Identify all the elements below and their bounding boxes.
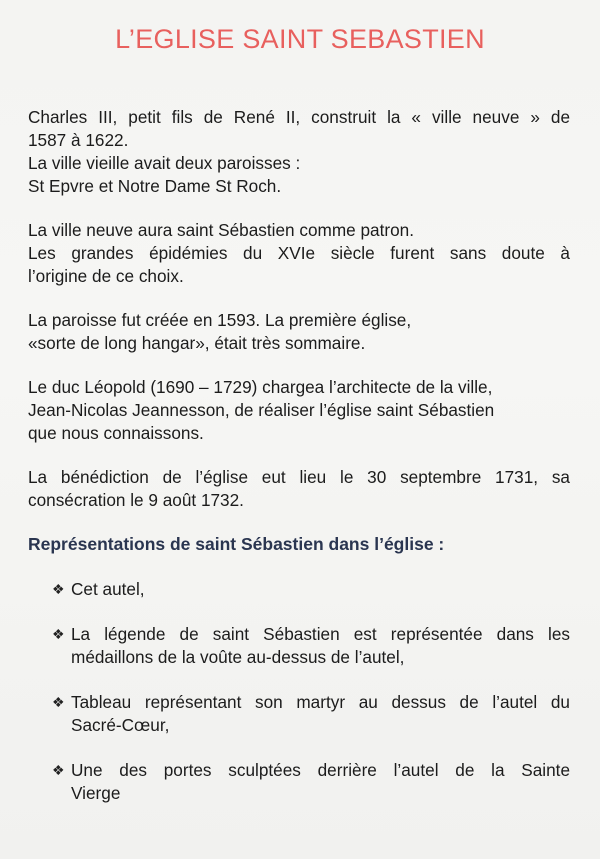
text-line: La légende de saint Sébastien est représentée dans les [71,624,570,644]
diamond-bullet-icon: ❖ [52,626,65,642]
text-line: 1587 à 1622. [28,130,129,150]
diamond-bullet-icon: ❖ [52,581,65,597]
text-line: consécration le 9 août 1732. [28,490,244,510]
text-line: «sorte de long hangar», était très sommaire. [28,333,366,353]
text-line: Une des portes sculptées derrière l’autel de la Sainte [71,760,570,780]
text-line: Sacré-Cœur, [71,715,170,735]
text-line: l’origine de ce choix. [28,266,184,286]
document-body [28,106,570,827]
text-line: Jean-Nicolas Jeannesson, de réaliser l’église saint Sébastien [28,400,495,420]
text-line: Cet autel, [71,579,145,599]
diamond-bullet-icon: ❖ [52,762,65,778]
list-item [28,623,570,669]
paragraph-patron [28,219,570,288]
text-line: La bénédiction de l’église eut lieu le 30 septembre 1731, sa [28,467,570,487]
text-line: médaillons de la voûte au-dessus de l’autel, [71,647,405,667]
text-line: Le duc Léopold (1690 – 1729) chargea l’architecte de la ville, [28,377,493,397]
text-line: que nous connaissons. [28,423,204,443]
text-line: La paroisse fut créée en 1593. La première église, [28,310,412,330]
list-item [28,691,570,737]
text-line: La ville vieille avait deux paroisses : [28,153,301,173]
text-line: Charles III, petit fils de René II, construit la « ville neuve » de [28,107,570,127]
section-heading: Représentations de saint Sébastien dans l’église : [28,534,445,554]
list-item [28,578,570,601]
text-line: St Epvre et Notre Dame St Roch. [28,176,282,196]
page-title: L’EGLISE SAINT SEBASTIEN [115,24,485,54]
paragraph-parish [28,309,570,355]
paragraph-consecration [28,466,570,512]
text-line: Vierge [71,783,121,803]
paragraph-architect [28,376,570,445]
list-item [28,759,570,805]
diamond-bullet-icon: ❖ [52,694,65,710]
text-line: La ville neuve aura saint Sébastien comme patron. [28,220,414,240]
paragraph-history [28,106,570,198]
text-line: Tableau représentant son martyr au dessus de l’autel du [71,692,570,712]
bullet-list [28,578,570,805]
text-line: Les grandes épidémies du XVIe siècle furent sans doute à [28,243,570,263]
